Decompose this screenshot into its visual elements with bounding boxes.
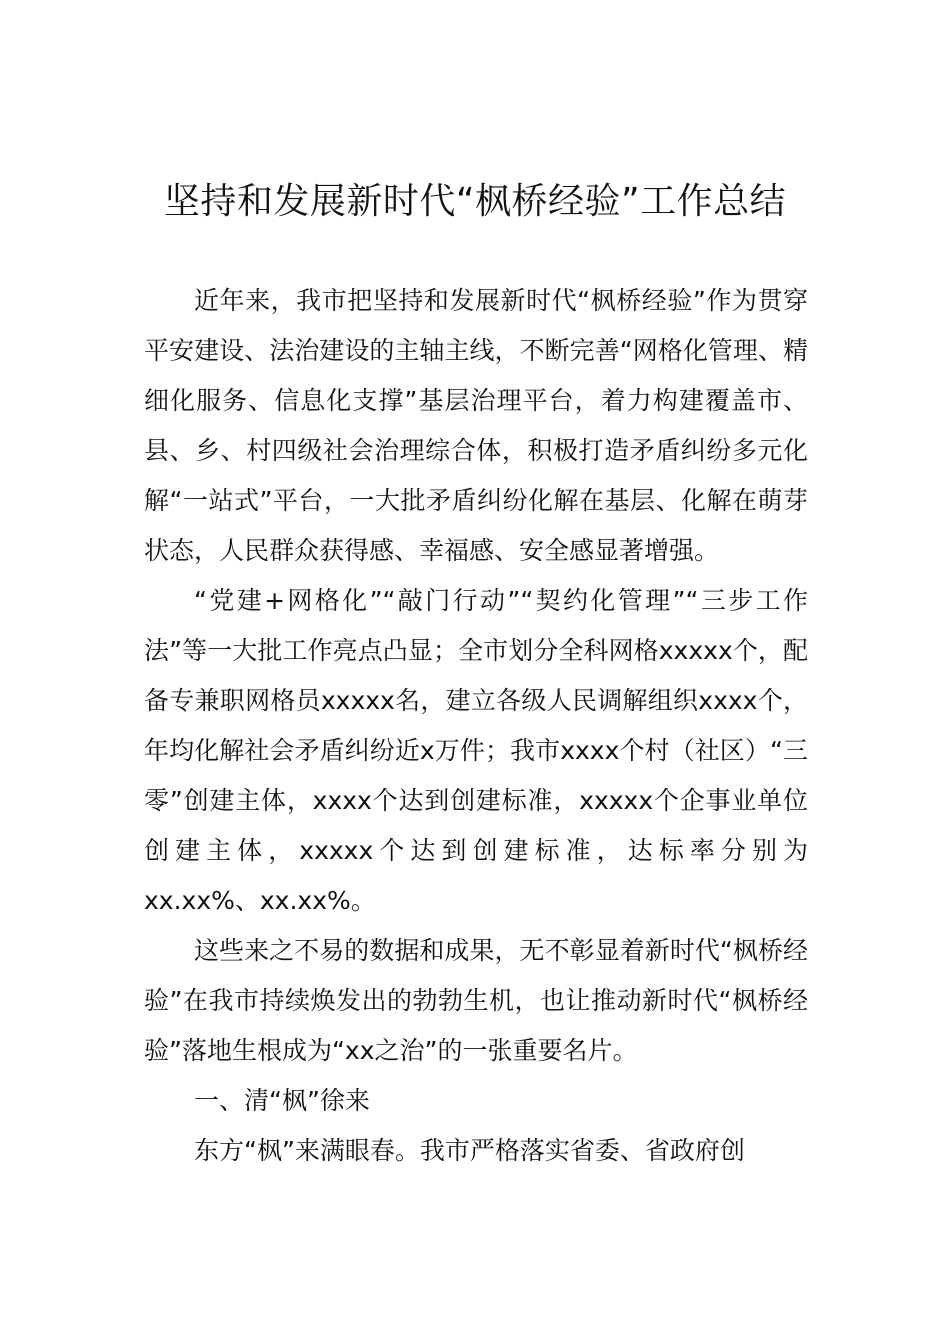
paragraph-highlights: “党建+网格化”“敲门行动”“契约化管理”“三步工作法”等一大批工作亮点凸显；全市划分全科网格xxxxx个，配备专兼职网格员xxxxx名，建立各级人民调解组织xxxx个，年均化解社会矛盾纠纷近x万件；我市xxxx个村（社区）“三零”创建主体，xxxx个达到创建标准，xxxxx个企事业单位创建主体，xxxxx个达到创建标准，达标率分别为xx.xx%、xx.xx%。 [144, 586, 808, 915]
paragraph-section-start: 东方“枫”来满眼春。我市严格落实省委、省政府创 [194, 1136, 745, 1165]
section-heading: 一、清“枫”徐来 [194, 1086, 370, 1115]
paragraph-intro: 近年来，我市把坚持和发展新时代“枫桥经验”作为贯穿平安建设、法治建设的主轴主线，不断完善“网格化管理、精细化服务、信息化支撑”基层治理平台，着力构建覆盖市、县、乡、村四级社会治理综合体，积极打造矛盾纠纷多元化解“一站式”平台，一大批矛盾纠纷化解在基层、化解在萌芽状态，人民群众获得感、幸福感、安全感显著增强。 [144, 286, 808, 565]
document-body [144, 276, 808, 1176]
paragraph-achievements: 这些来之不易的数据和成果，无不彰显着新时代“枫桥经验”在我市持续焕发出的勃勃生机，也让推动新时代“枫桥经验”落地生根成为“xx之治”的一张重要名片。 [144, 936, 808, 1065]
document-title: 坚持和发展新时代“枫桥经验”工作总结 [163, 181, 787, 222]
